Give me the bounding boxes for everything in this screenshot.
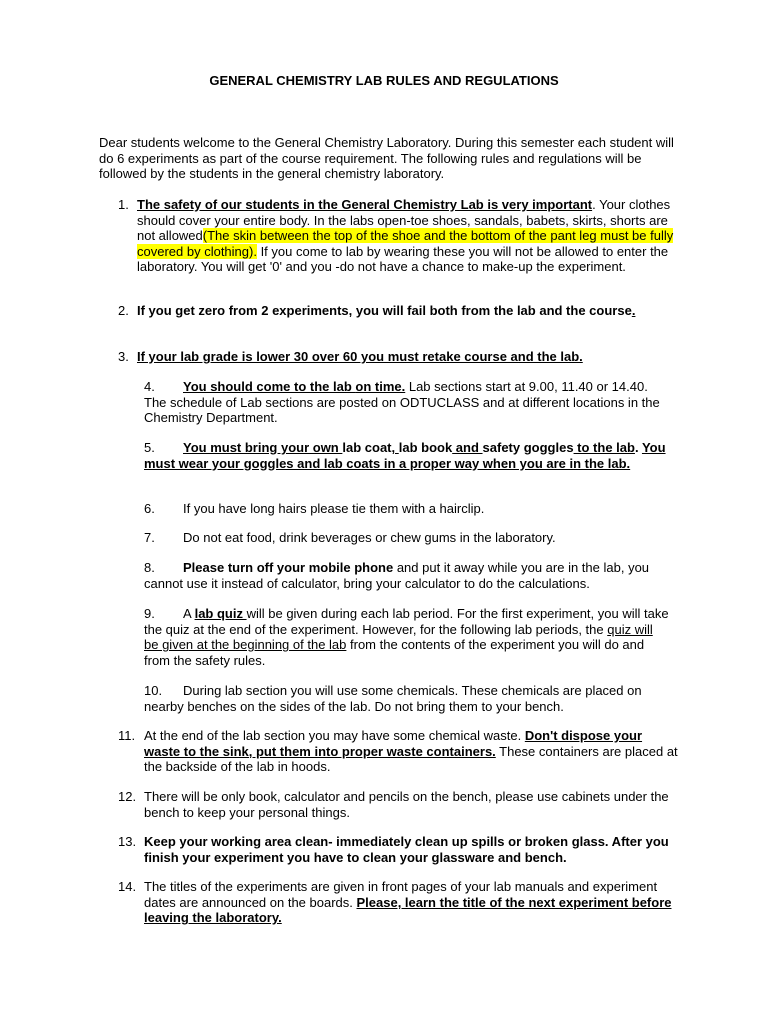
- rule-item-9: 9. A lab quiz will be given during each lab period. For the first experiment, you will take the quiz at the end of the experiment. However, for the following lab periods, the quiz will be given at the beginning of the lab from the contents of the experiment you will do and from the safety rules.: [144, 606, 669, 668]
- rule-item-14: [118, 879, 678, 926]
- rule-item-3: [118, 349, 678, 365]
- rule-text: There will be only book, calculator and pencils on the bench, please use cabinets under the bench to keep your personal things.: [144, 789, 669, 820]
- rule-text: The safety of our students in the General Chemistry Lab is very important. Your clothes should cover your entire body. In the labs open-toe shoes, sandals, babets, skirts, shorts are not allowed(The skin between the top of the shoe and the bottom of the pant leg must be fully covered by clothing). If you come to lab by wearing these you will not be allowed to enter the laboratory. You will get '0' and you -do not have a chance to make-up the experiment.: [137, 197, 674, 275]
- highlighted-text: (The skin between the top of the shoe and the bottom of the pant leg must be fully covered by clothing).: [137, 228, 674, 259]
- rule-item-1: [118, 197, 678, 275]
- rule-text: If you get zero from 2 experiments, you will fail both from the lab and the course.: [137, 303, 636, 318]
- rule-item-5: 5. You must bring your own lab coat, lab book and safety goggles to the lab. You must wear your goggles and lab coats in a proper way when you are in the lab.: [144, 440, 666, 471]
- rule-item-4: 4. You should come to the lab on time. Lab sections start at 9.00, 11.40 or 14.40. The schedule of Lab sections are posted on ODTUCLASS and at different locations in the Chemistry Department.: [144, 379, 660, 426]
- rule-item-13: [118, 834, 678, 865]
- rule-item-6: 6. If you have long hairs please tie them with a hairclip.: [144, 501, 485, 516]
- rule-text: At the end of the lab section you may have some chemical waste. Don't dispose your waste to the sink, put them into proper waste containers. These containers are placed at the backside of the lab in hoods.: [144, 728, 678, 775]
- rule-item-12: [118, 789, 678, 820]
- rule-number: 10.: [144, 683, 163, 698]
- rule-number: 12.: [118, 789, 137, 804]
- rule-item-2: [118, 303, 678, 319]
- rule-text: The titles of the experiments are given in front pages of your lab manuals and experiment dates are announced on the boards. Please, learn the title of the next experiment before leaving the laboratory.: [144, 879, 672, 926]
- rule-number: 3.: [118, 349, 129, 364]
- rule-number: 11.: [118, 728, 136, 743]
- rule-item-7: 7. Do not eat food, drink beverages or chew gums in the laboratory.: [144, 530, 556, 545]
- rule-number: 14.: [118, 879, 137, 894]
- rule-number: 2.: [118, 303, 129, 318]
- rule-item-10: 10. During lab section you will use some chemicals. These chemicals are placed on nearby benches on the sides of the lab. Do not bring them to your bench.: [144, 683, 642, 714]
- rule-text: Keep your working area clean- immediately clean up spills or broken glass. After you finish your experiment you have to clean your glassware and bench.: [144, 834, 669, 865]
- rule-item-8: 8. Please turn off your mobile phone and put it away while you are in the lab, you cannot use it instead of calculator, bring your calculator to do the calculations.: [144, 560, 650, 591]
- rule-number: 7.: [144, 530, 155, 545]
- rule-number: 8.: [144, 560, 155, 575]
- rule-number: 9.: [144, 606, 155, 621]
- rule-number: 1.: [118, 197, 129, 212]
- page-title: GENERAL CHEMISTRY LAB RULES AND REGULATIONS: [209, 73, 559, 88]
- rule-text: If your lab grade is lower 30 over 60 you must retake course and the lab.: [137, 349, 583, 364]
- rule-number: 13.: [118, 834, 137, 849]
- rule-item-11: [118, 728, 678, 775]
- rule-number: 6.: [144, 501, 155, 516]
- rule-number: 5.: [144, 440, 155, 455]
- rule-number: 4.: [144, 379, 155, 394]
- intro-paragraph: Dear students welcome to the General Chemistry Laboratory. During this semester each student will do 6 experiments as part of the course requirement. The following rules and regulations will be followed by the students in the general chemistry laboratory.: [99, 135, 674, 182]
